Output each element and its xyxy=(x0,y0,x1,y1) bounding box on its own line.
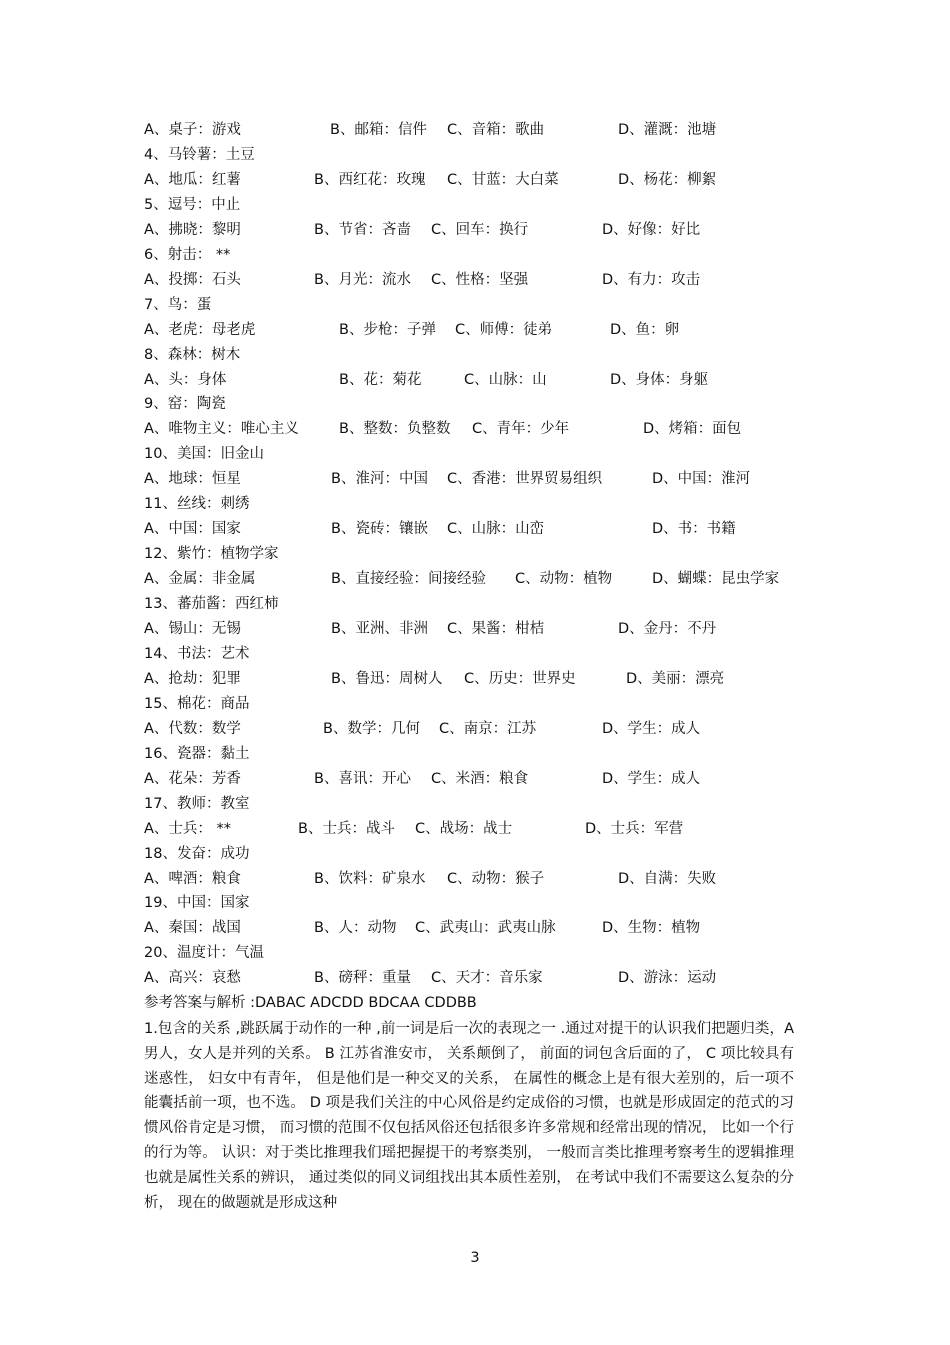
option-c: C、历史：世界史 xyxy=(464,670,576,687)
option-a: A、锡山：无锡 xyxy=(144,621,241,637)
option-d: D、灌溉：池塘 xyxy=(618,122,717,138)
option-a: A、高兴：哀愁 xyxy=(144,970,241,987)
option-b: B、直接经验：间接经验 xyxy=(331,571,486,588)
option-a: A、金属：非金属 xyxy=(144,571,256,588)
option-d: D、金丹：不丹 xyxy=(618,621,717,637)
option-c: C、山脉：山峦 xyxy=(447,521,545,538)
option-a: A、投掷：石头 xyxy=(144,271,241,288)
option-c: C、武夷山：武夷山脉 xyxy=(415,920,556,937)
option-c: C、性格：坚强 xyxy=(431,271,529,288)
question-stem: 14、书法：艺术 xyxy=(144,645,250,662)
option-b: B、磅秤：重量 xyxy=(314,970,411,987)
option-a: A、代数：数学 xyxy=(144,720,241,737)
option-c: C、音箱：歌曲 xyxy=(447,122,545,138)
option-b: B、瓷砖：镶嵌 xyxy=(331,521,428,538)
option-b: B、西红花：玫瑰 xyxy=(314,171,426,188)
option-c: C、战场：战士 xyxy=(415,820,513,837)
option-d: D、学生：成人 xyxy=(602,770,701,787)
option-c: C、甘蓝：大白菜 xyxy=(447,171,559,188)
option-c: C、回车：换行 xyxy=(431,221,529,238)
question-stem: 19、中国：国家 xyxy=(144,895,250,912)
question-stem: 9、窑：陶瓷 xyxy=(144,396,226,413)
option-d: D、蝴蝶：昆虫学家 xyxy=(652,571,780,588)
page-number: 3 xyxy=(470,1250,480,1266)
option-a: A、秦国：战国 xyxy=(144,920,241,937)
question-stem: 13、蕃茄酱：西红柿 xyxy=(144,596,279,613)
option-c: C、果酱：柑桔 xyxy=(447,621,545,637)
option-b: B、邮箱：信件 xyxy=(330,122,427,138)
option-b: B、花：菊花 xyxy=(339,371,422,388)
question-stem: 5、逗号：中止 xyxy=(144,196,241,213)
option-b: B、月光：流水 xyxy=(314,271,411,288)
option-b: B、节省：吝啬 xyxy=(314,221,411,238)
option-d: D、鱼：卵 xyxy=(610,321,680,338)
question-stem: 12、紫竹：植物学家 xyxy=(144,546,279,563)
option-b: B、步枪：子弹 xyxy=(339,321,436,338)
option-d: D、身体：身躯 xyxy=(610,371,709,388)
option-b: B、士兵：战斗 xyxy=(298,820,395,837)
option-b: B、饮料：矿泉水 xyxy=(314,870,426,887)
option-c: C、香港：世界贸易组织 xyxy=(447,471,603,488)
option-b: B、亚洲、非洲 xyxy=(331,621,428,637)
option-b: B、喜讯：开心 xyxy=(314,770,411,787)
option-d: D、生物：植物 xyxy=(602,920,701,937)
option-a: A、老虎：母老虎 xyxy=(144,321,256,338)
option-a: A、啤酒：粮食 xyxy=(144,870,241,887)
option-d: D、学生：成人 xyxy=(602,720,701,737)
option-b: B、数学：几何 xyxy=(323,720,420,737)
option-a: A、士兵： ** xyxy=(144,820,232,837)
option-b: B、整数：负整数 xyxy=(339,421,451,438)
option-a: A、头：身体 xyxy=(144,371,227,388)
option-d: D、好像：好比 xyxy=(602,221,701,238)
option-c: C、南京：江苏 xyxy=(439,720,537,737)
question-stem: 10、美国：旧金山 xyxy=(144,446,264,463)
option-b: B、淮河：中国 xyxy=(331,471,428,488)
option-a: A、拂晓：黎明 xyxy=(144,221,241,238)
question-stem: 18、发奋：成功 xyxy=(144,845,250,862)
question-stem: 11、丝线：刺绣 xyxy=(144,496,250,513)
question-stem: 6、射击： ** xyxy=(144,246,231,263)
option-d: D、烤箱：面包 xyxy=(643,421,742,438)
option-d: D、书：书籍 xyxy=(652,521,736,538)
question-stem: 8、森林：树木 xyxy=(144,346,241,363)
analysis-paragraph: 1.包含的关系 ,跳跃属于动作的一种 ,前一词是后一次的表现之一 .通过对提干的认识我们把题归类，A 男人，女人是并列的关系。 B 江苏省淮安市， 关系颠倒了， 前面的词包含后面的了， C 项比较具有迷惑性， 妇女中有青年， 但是他们是一种交叉的关系， 在属性的概念上是有很大差别的，后一项不能囊括前一项，也不选。 D 项是我们关注的中心风俗是约定成俗的习惯，也就是形成固定的范式的习惯风俗肯定是习惯， 而习惯的范围不仅包括风俗还包括很多许多常规和经常出现的情况， 比如一个行的行为等。 认识：对于类比推理我们瑶把握提干的考察类别， 一般而言类比推理考察考生的逻辑推理也就是属性关系的辨识， 通过类似的同义词组找出其本质性差别， 在考试中我们不需要这么复杂的分析， 现在的做题就是形成这种 xyxy=(144,1021,794,1211)
option-d: D、杨花：柳絮 xyxy=(618,171,717,188)
question-stem: 7、鸟：蛋 xyxy=(144,296,212,313)
question-stem: 4、马铃薯：土豆 xyxy=(144,146,255,163)
option-a: A、花朵：芳香 xyxy=(144,770,241,787)
option-a: A、桌子：游戏 xyxy=(144,122,241,138)
option-a: A、中国：国家 xyxy=(144,521,241,538)
option-d: D、游泳：运动 xyxy=(618,970,717,987)
question-stem: 20、温度计：气温 xyxy=(144,945,264,962)
question-stem: 17、教师：教室 xyxy=(144,795,250,812)
option-d: D、有力：攻击 xyxy=(602,271,701,288)
option-d: D、美丽：漂亮 xyxy=(626,670,725,687)
option-c: C、天才：音乐家 xyxy=(431,970,543,987)
option-a: A、地瓜：红薯 xyxy=(144,171,241,188)
option-a: A、抢劫：犯罪 xyxy=(144,670,241,687)
option-d: D、士兵：军营 xyxy=(585,820,684,837)
option-d: D、中国：淮河 xyxy=(652,471,751,488)
option-c: C、米酒：粮食 xyxy=(431,770,529,787)
option-c: C、青年：少年 xyxy=(472,421,570,438)
question-stem: 参考答案与解析 :DABAC ADCDD BDCAA CDDBB xyxy=(144,995,477,1012)
option-a: A、地球：恒星 xyxy=(144,471,241,488)
option-d: D、自满：失败 xyxy=(618,870,717,887)
option-b: B、鲁迅：周树人 xyxy=(331,670,443,687)
option-c: C、动物：植物 xyxy=(515,571,613,588)
option-a: A、唯物主义：唯心主义 xyxy=(144,421,299,438)
option-c: C、山脉：山 xyxy=(464,371,547,388)
option-c: C、动物：猴子 xyxy=(447,870,545,887)
option-c: C、师傅：徒弟 xyxy=(455,321,553,338)
option-b: B、人：动物 xyxy=(314,920,397,937)
question-stem: 15、棉花：商品 xyxy=(144,695,250,712)
question-stem: 16、瓷器：黏土 xyxy=(144,745,250,762)
